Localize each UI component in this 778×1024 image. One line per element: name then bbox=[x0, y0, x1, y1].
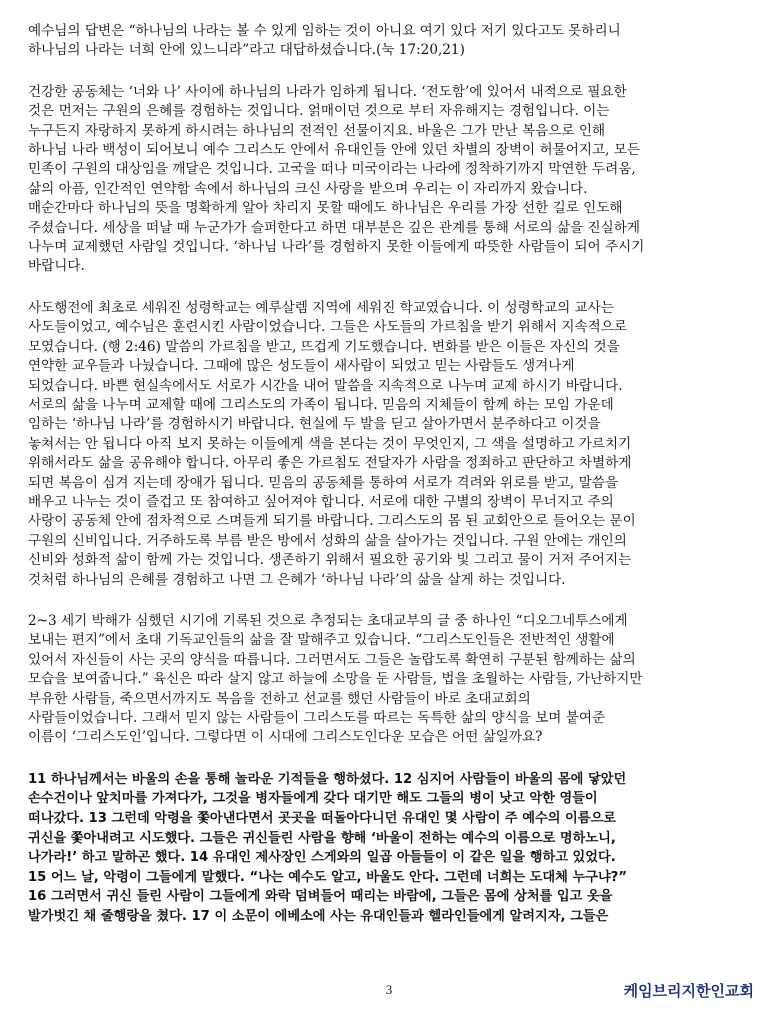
text-line: 하나님 나라 백성이 되어보니 예수 그리스도 안에서 유대인들 안에 있던 차별의 장벽이 허물어지고, 모든 bbox=[28, 142, 641, 159]
text-line: 나누며 교제했던 사람일 것입니다. ‘하나님 나라’를 경험하지 못한 이들에게 따뜻한 사람들이 되어 주시기 bbox=[28, 239, 645, 256]
text-line: 15 어느 날, 악령이 그들에게 말했다. “나는 예수도 알고, 바울도 안다. 그런데 너희는 도대체 누구냐?” bbox=[28, 869, 627, 885]
text-line: 떠나갔다. 13 그런데 악령을 쫓아낸다면서 곳곳을 떠돌아다니던 유대인 몇 사람이 주 예수의 이름으로 bbox=[28, 811, 617, 826]
text-line: 위해서라도 삶을 공유해야 합니다. 아무리 좋은 가르침도 전달자가 사람을 정죄하고 판단하고 차별하게 bbox=[28, 455, 632, 472]
text-line: 주셨습니다. 세상을 떠날 때 누군가가 슬퍼한다고 하면 대부분은 깊은 관계를 통해 서로의 삶을 진실하게 bbox=[28, 219, 641, 236]
text-line: 손수건이나 앞치마를 가져다가, 그것을 병자들에게 갖다 대기만 해도 그들의 병이 낫고 악한 영들이 bbox=[28, 791, 598, 807]
text-line: 부유한 사람들, 죽으면서까지도 복음을 전하고 선교를 했던 사람들이 바로 초대교회의 bbox=[28, 690, 531, 707]
text-line: 되었습니다. 바쁜 현실속에서도 서로가 시간을 내어 말씀을 지속적으로 나누며 교제 하시기 바랍니다. bbox=[28, 377, 623, 394]
text-line: 되면 복음이 심겨 지는데 장애가 됩니다. 믿음의 공동체를 통하여 서로가 격려와 위로를 받고, 말씀을 bbox=[28, 474, 619, 491]
text-line: 하나님의 나라는 너희 안에 있느니라”라고 대답하셨습니다.(눅 17:20,21) bbox=[28, 42, 465, 59]
body-paragraph bbox=[28, 612, 752, 748]
text-line: 민족이 구원의 대상임을 깨달은 것입니다. 고국을 떠나 미국이라는 나라에 정착하기까지 막연한 두려움, bbox=[28, 161, 636, 178]
text-line: 모였습니다. (행 2:46) 말씀의 가르침을 받고, 뜨겁게 기도했습니다. 변화를 받은 이들은 자신의 것을 bbox=[28, 338, 620, 355]
text-line: 보내는 편지”에서 초대 기독교인들의 삶을 잘 말해주고 있습니다. “그리스도인들은 전반적인 생활에 bbox=[28, 632, 615, 649]
text-line: 2~3 세기 박해가 심했던 시기에 기록된 것으로 추정되는 초대교부의 글 중 하나인 “디오그네투스에게 bbox=[28, 612, 628, 629]
text-line: 매순간마다 하나님의 뜻을 명확하게 알아 차리지 못할 때에도 하나님은 우리를 가장 선한 길로 인도해 bbox=[28, 200, 623, 217]
church-name: 케임브리지한인교회 bbox=[623, 982, 754, 1000]
text-line: 구원의 신비입니다. 거주하도록 부름 받은 방에서 성화의 삶을 살아가는 것입니다. 구원 안에는 개인의 bbox=[28, 532, 627, 549]
text-line: 건강한 공동체는 ‘너와 나’ 사이에 하나님의 나라가 임하게 됩니다. ‘전도함’에 있어서 내적으로 필요한 bbox=[28, 83, 627, 100]
text-line: 예수님의 답변은 “하나님의 나라는 볼 수 있게 임하는 것이 아니요 여기 있다 저기 있다고도 못하리니 bbox=[28, 23, 621, 39]
text-line: 있어서 자신들이 사는 곳의 양식을 따릅니다. 그러면서도 그들은 놀랍도록 확연히 구분된 함께하는 삶의 bbox=[28, 651, 636, 668]
text-line: 귀신을 쫓아내려고 시도했다. 그들은 귀신들린 사람을 향해 ‘바울이 전하는 예수의 이름으로 명하노니, bbox=[28, 830, 616, 846]
text-line: 사람들이었습니다. 그래서 믿지 않는 사람들이 그리스도를 따르는 독특한 삶의 양식을 보며 붙여준 bbox=[28, 710, 606, 726]
text-line: 놓쳐서는 안 됩니다 아직 보지 못하는 이들에게 색을 본다는 것이 무엇인지, 그 색을 설명하고 가르치기 bbox=[28, 435, 632, 452]
text-line: 배우고 나누는 것이 즐겁고 또 참여하고 싶어져야 합니다. 서로에 대한 구별의 장벽이 무너지고 주의 bbox=[28, 493, 614, 510]
text-line: 임하는 ‘하나님 나라’를 경험하시기 바랍니다. 현실에 두 발을 딛고 살아가면서 분주하다고 이것을 bbox=[28, 416, 601, 433]
text-line: 발가벗긴 채 줄행랑을 쳤다. 17 이 소문이 에베소에 사는 유대인들과 헬라인들에게 알려지자, 그들은 bbox=[28, 908, 609, 924]
text-line: 삶의 아픔, 인간적인 연약함 속에서 하나님의 크신 사랑을 받으며 우리는 이 자리까지 왔습니다. bbox=[28, 180, 588, 197]
text-line: 나가라!’ 하고 말하곤 했다. 14 유대인 제사장인 스게와의 일곱 아들들이 이 같은 일을 행하고 있었다. bbox=[28, 850, 616, 866]
text-line: 사랑이 공동체 안에 점차적으로 스며들게 되기를 바랍니다. 그리스도의 몸 된 교회안으로 들어오는 문이 bbox=[28, 513, 636, 530]
text-line: 바랍니다. bbox=[28, 258, 85, 275]
text-line: 16 그러면서 귀신 들린 사람이 그들에게 와락 덤벼들어 때리는 바람에, 그들은 몸에 상처를 입고 옷을 bbox=[28, 889, 613, 905]
text-line: 연약한 교우들과 나눴습니다. 그때에 많은 성도들이 새사람이 되었고 믿는 사람들도 생겨나게 bbox=[28, 358, 575, 375]
page-number: 3 bbox=[385, 982, 393, 997]
body-paragraph bbox=[28, 299, 752, 590]
text-line: 11 하나님께서는 바울의 손을 통해 놀라운 기적들을 행하셨다. 12 심지어 사람들이 바울의 몸에 닿았던 bbox=[28, 771, 627, 787]
document-body bbox=[28, 22, 752, 949]
text-line: 사도들이었고, 예수님은 훈련시킨 사람이었습니다. 그들은 사도들의 가르침을 받기 위해서 지속적으로 bbox=[28, 319, 628, 336]
text-line: 것은 먼저는 구원의 은혜를 경험하는 것입니다. 얽매이던 것으로 부터 자유해지는 경험입니다. 이는 bbox=[28, 103, 610, 120]
body-paragraph bbox=[28, 22, 752, 61]
text-line: 사도행전에 최초로 세워진 성령학교는 예루살렘 지역에 세워진 학교였습니다. 이 성령학교의 교사는 bbox=[28, 299, 614, 316]
text-line: 누구든지 자랑하지 못하게 하시려는 하나님의 전적인 선물이지요. 바울은 그가 만난 복음으로 인해 bbox=[28, 122, 606, 139]
text-line: 신비와 성화적 삶이 함께 가는 것입니다. 생존하기 위해서 필요한 공기와 빛 그리고 물이 거저 주어지는 bbox=[28, 552, 632, 569]
scripture-paragraph bbox=[28, 770, 752, 927]
body-paragraph bbox=[28, 83, 752, 277]
text-line: 서로의 삶을 나누며 교제할 때에 그리스도의 가족이 됩니다. 믿음의 지체들이 함께 하는 모임 가운데 bbox=[28, 396, 614, 413]
text-line: 것처럼 하나님의 은혜를 경험하고 나면 그 은혜가 ‘하나님 나라’의 삶을 살게 하는 것입니다. bbox=[28, 571, 566, 588]
text-line: 모습을 보여줍니다.” 육신은 따라 살지 않고 하늘에 소망을 둔 사람들, 법을 초월하는 사람들, 가난하지만 bbox=[28, 671, 643, 688]
text-line: 이름이 ‘그리스도인’입니다. 그렇다면 이 시대에 그리스도인다운 모습은 어떤 삶일까요? bbox=[28, 729, 543, 746]
